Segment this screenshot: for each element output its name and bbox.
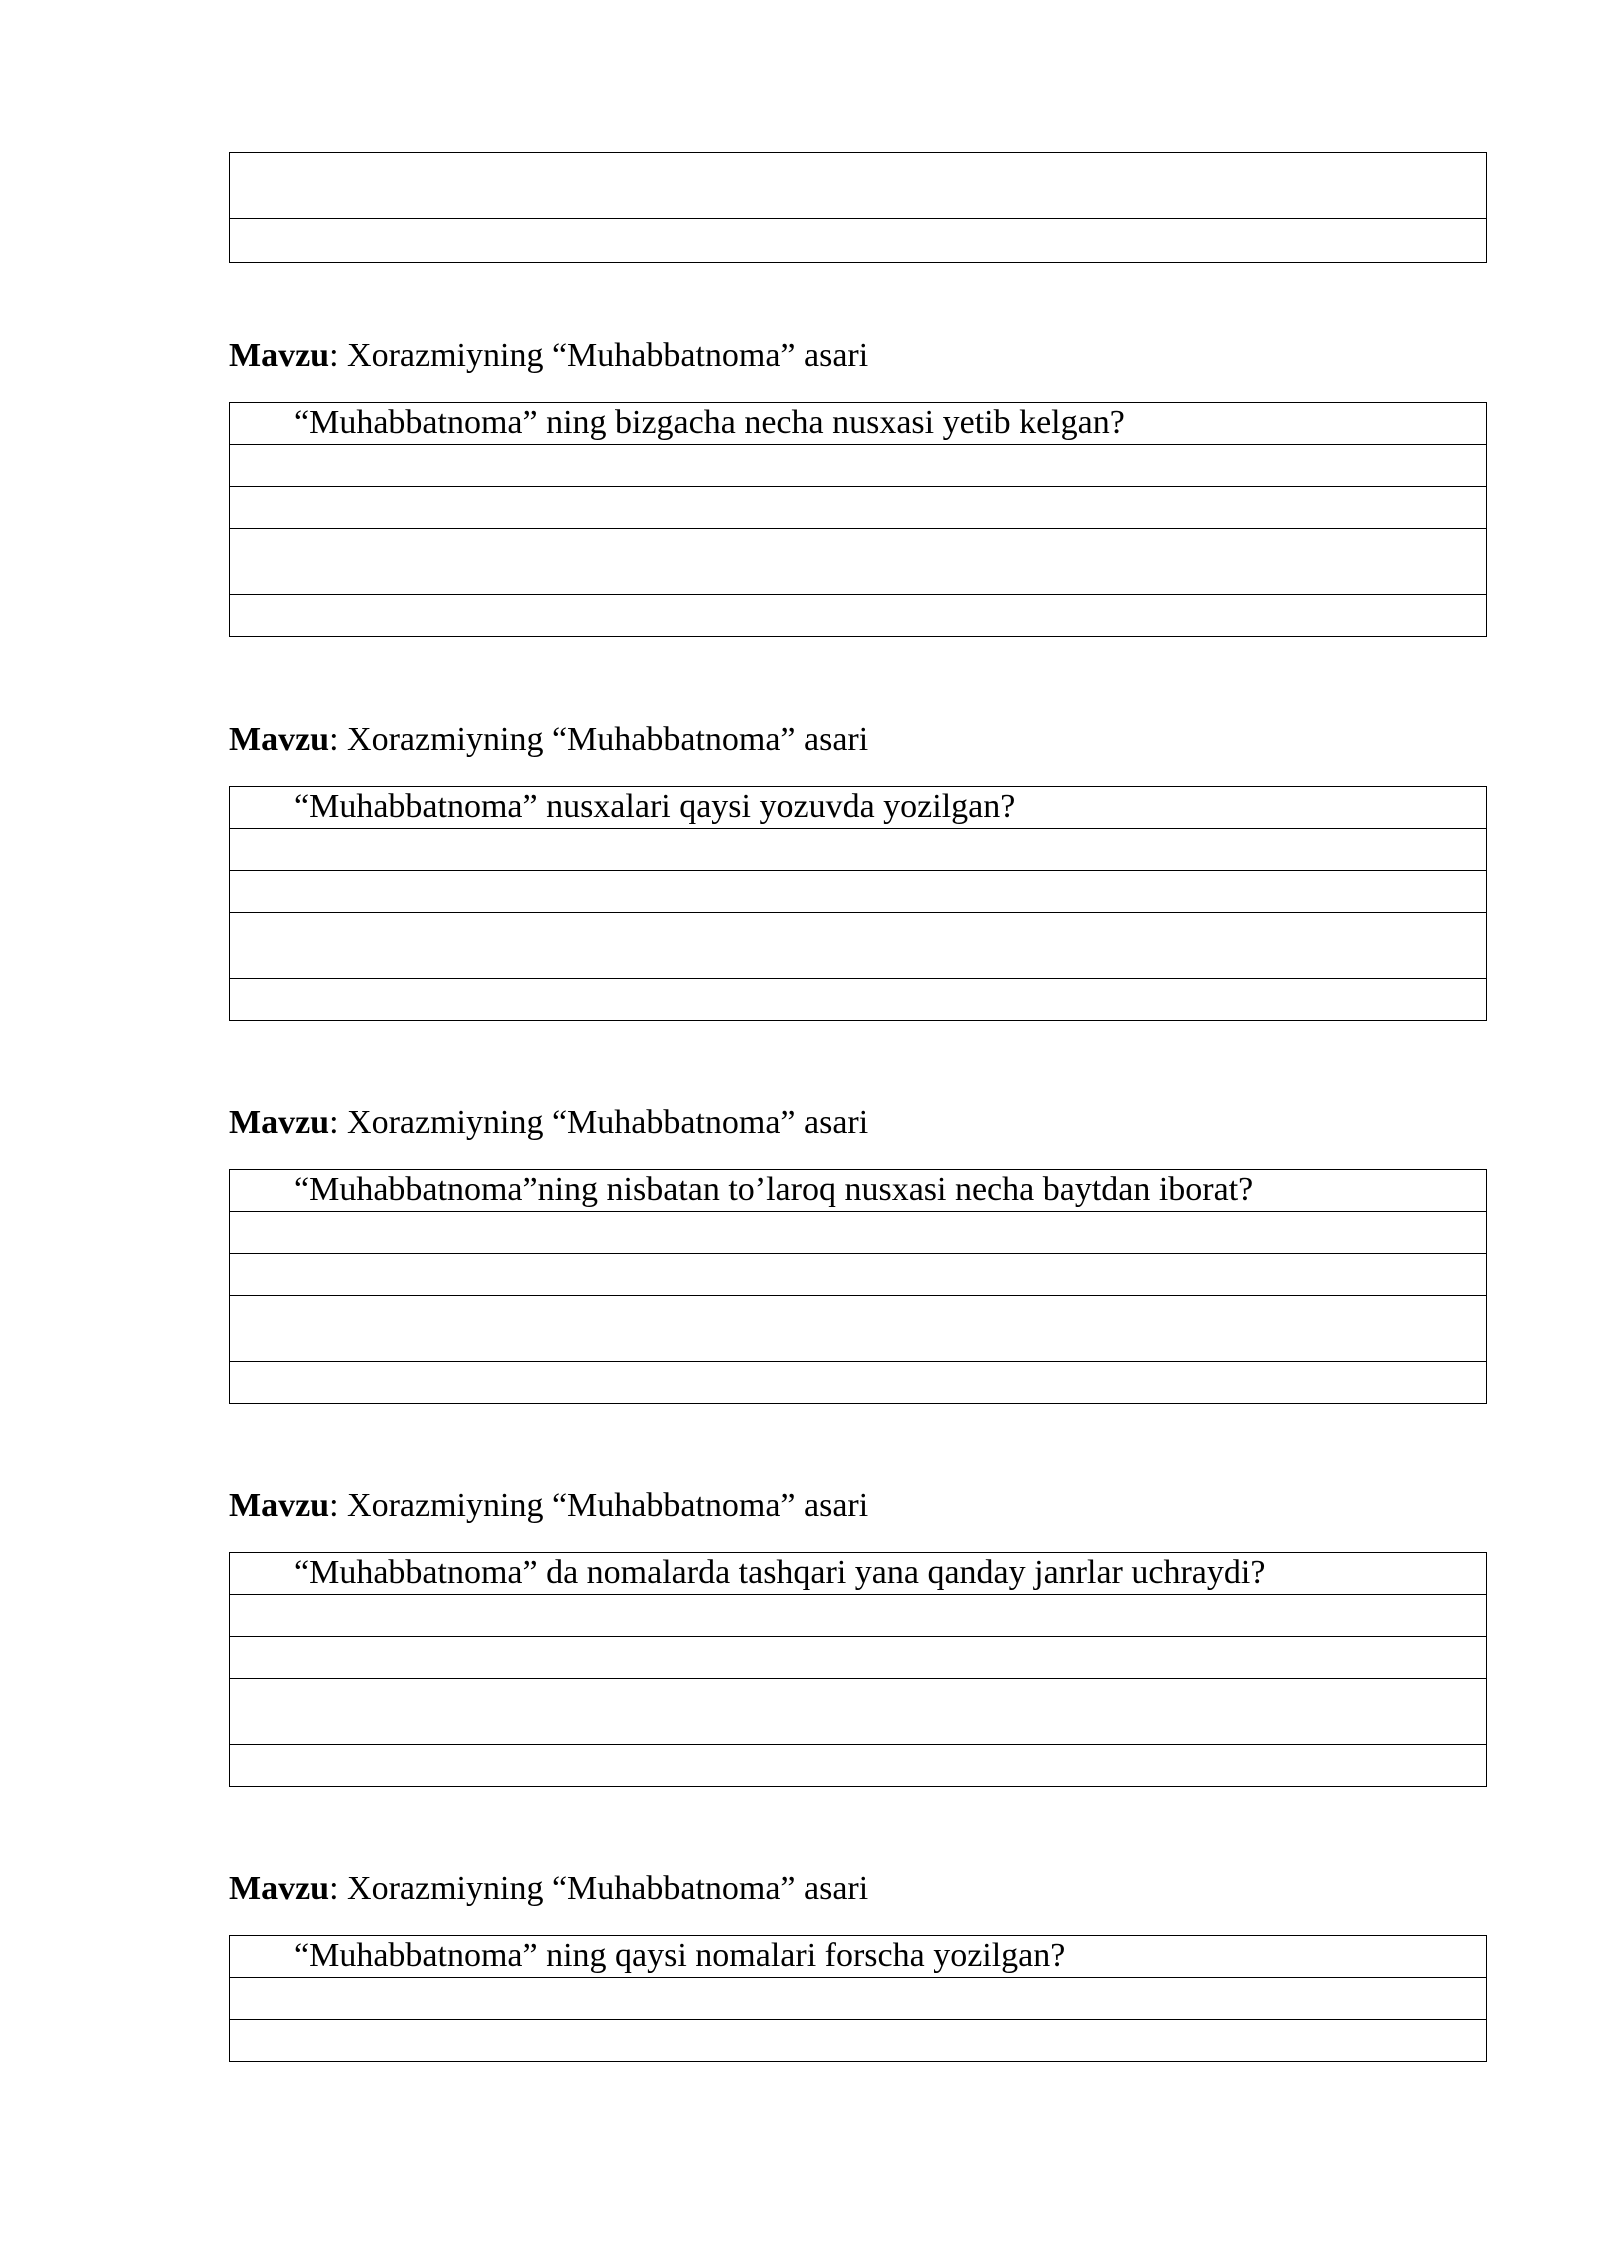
topic-heading bbox=[229, 720, 868, 760]
topic-separator: : bbox=[329, 721, 348, 758]
answer-line[interactable] bbox=[230, 913, 1487, 979]
topic-title: Xorazmiyning “Muhabbatnoma” asari bbox=[347, 1104, 869, 1141]
topic-separator: : bbox=[329, 1870, 348, 1907]
topic-title: Xorazmiyning “Muhabbatnoma” asari bbox=[347, 337, 869, 374]
answer-line[interactable] bbox=[230, 487, 1487, 529]
answer-line[interactable] bbox=[230, 529, 1487, 595]
topic-label: Mavzu bbox=[229, 721, 330, 758]
answer-line[interactable] bbox=[230, 1296, 1487, 1362]
question-table bbox=[229, 1552, 1487, 1787]
answer-line[interactable] bbox=[230, 1637, 1487, 1679]
answer-line[interactable] bbox=[230, 979, 1487, 1021]
question-table bbox=[229, 1169, 1487, 1404]
topic-label: Mavzu bbox=[229, 1487, 330, 1524]
answer-line[interactable] bbox=[230, 1362, 1487, 1404]
topic-heading bbox=[229, 336, 868, 376]
topic-separator: : bbox=[329, 1104, 348, 1141]
topic-separator: : bbox=[329, 1487, 348, 1524]
question-table bbox=[229, 786, 1487, 1021]
answer-line[interactable] bbox=[230, 153, 1487, 219]
question-table bbox=[229, 1935, 1487, 2062]
answer-line[interactable] bbox=[230, 829, 1487, 871]
answer-table-continued bbox=[229, 152, 1487, 263]
answer-line[interactable] bbox=[230, 1212, 1487, 1254]
answer-line[interactable] bbox=[230, 1595, 1487, 1637]
answer-line[interactable] bbox=[230, 445, 1487, 487]
topic-heading bbox=[229, 1869, 868, 1909]
answer-line[interactable] bbox=[230, 1745, 1487, 1787]
answer-line[interactable] bbox=[230, 1254, 1487, 1296]
question-text: “Muhabbatnoma” ning bizgacha necha nusxasi yetib kelgan? bbox=[230, 403, 1487, 445]
question-text: “Muhabbatnoma” nusxalari qaysi yozuvda yozilgan? bbox=[230, 787, 1487, 829]
topic-label: Mavzu bbox=[229, 1870, 330, 1907]
answer-line[interactable] bbox=[230, 1978, 1487, 2020]
answer-line[interactable] bbox=[230, 871, 1487, 913]
answer-line[interactable] bbox=[230, 219, 1487, 263]
question-table bbox=[229, 402, 1487, 637]
question-text: “Muhabbatnoma”ning nisbatan to’laroq nusxasi necha baytdan iborat? bbox=[230, 1170, 1487, 1212]
topic-title: Xorazmiyning “Muhabbatnoma” asari bbox=[347, 721, 869, 758]
topic-title: Xorazmiyning “Muhabbatnoma” asari bbox=[347, 1487, 869, 1524]
topic-label: Mavzu bbox=[229, 337, 330, 374]
answer-line[interactable] bbox=[230, 595, 1487, 637]
topic-heading bbox=[229, 1103, 868, 1143]
answer-line[interactable] bbox=[230, 2020, 1487, 2062]
question-text: “Muhabbatnoma” da nomalarda tashqari yana qanday janrlar uchraydi? bbox=[230, 1553, 1487, 1595]
topic-label: Mavzu bbox=[229, 1104, 330, 1141]
topic-heading bbox=[229, 1486, 868, 1526]
question-text: “Muhabbatnoma” ning qaysi nomalari forscha yozilgan? bbox=[230, 1936, 1487, 1978]
answer-line[interactable] bbox=[230, 1679, 1487, 1745]
topic-separator: : bbox=[329, 337, 348, 374]
topic-title: Xorazmiyning “Muhabbatnoma” asari bbox=[347, 1870, 869, 1907]
